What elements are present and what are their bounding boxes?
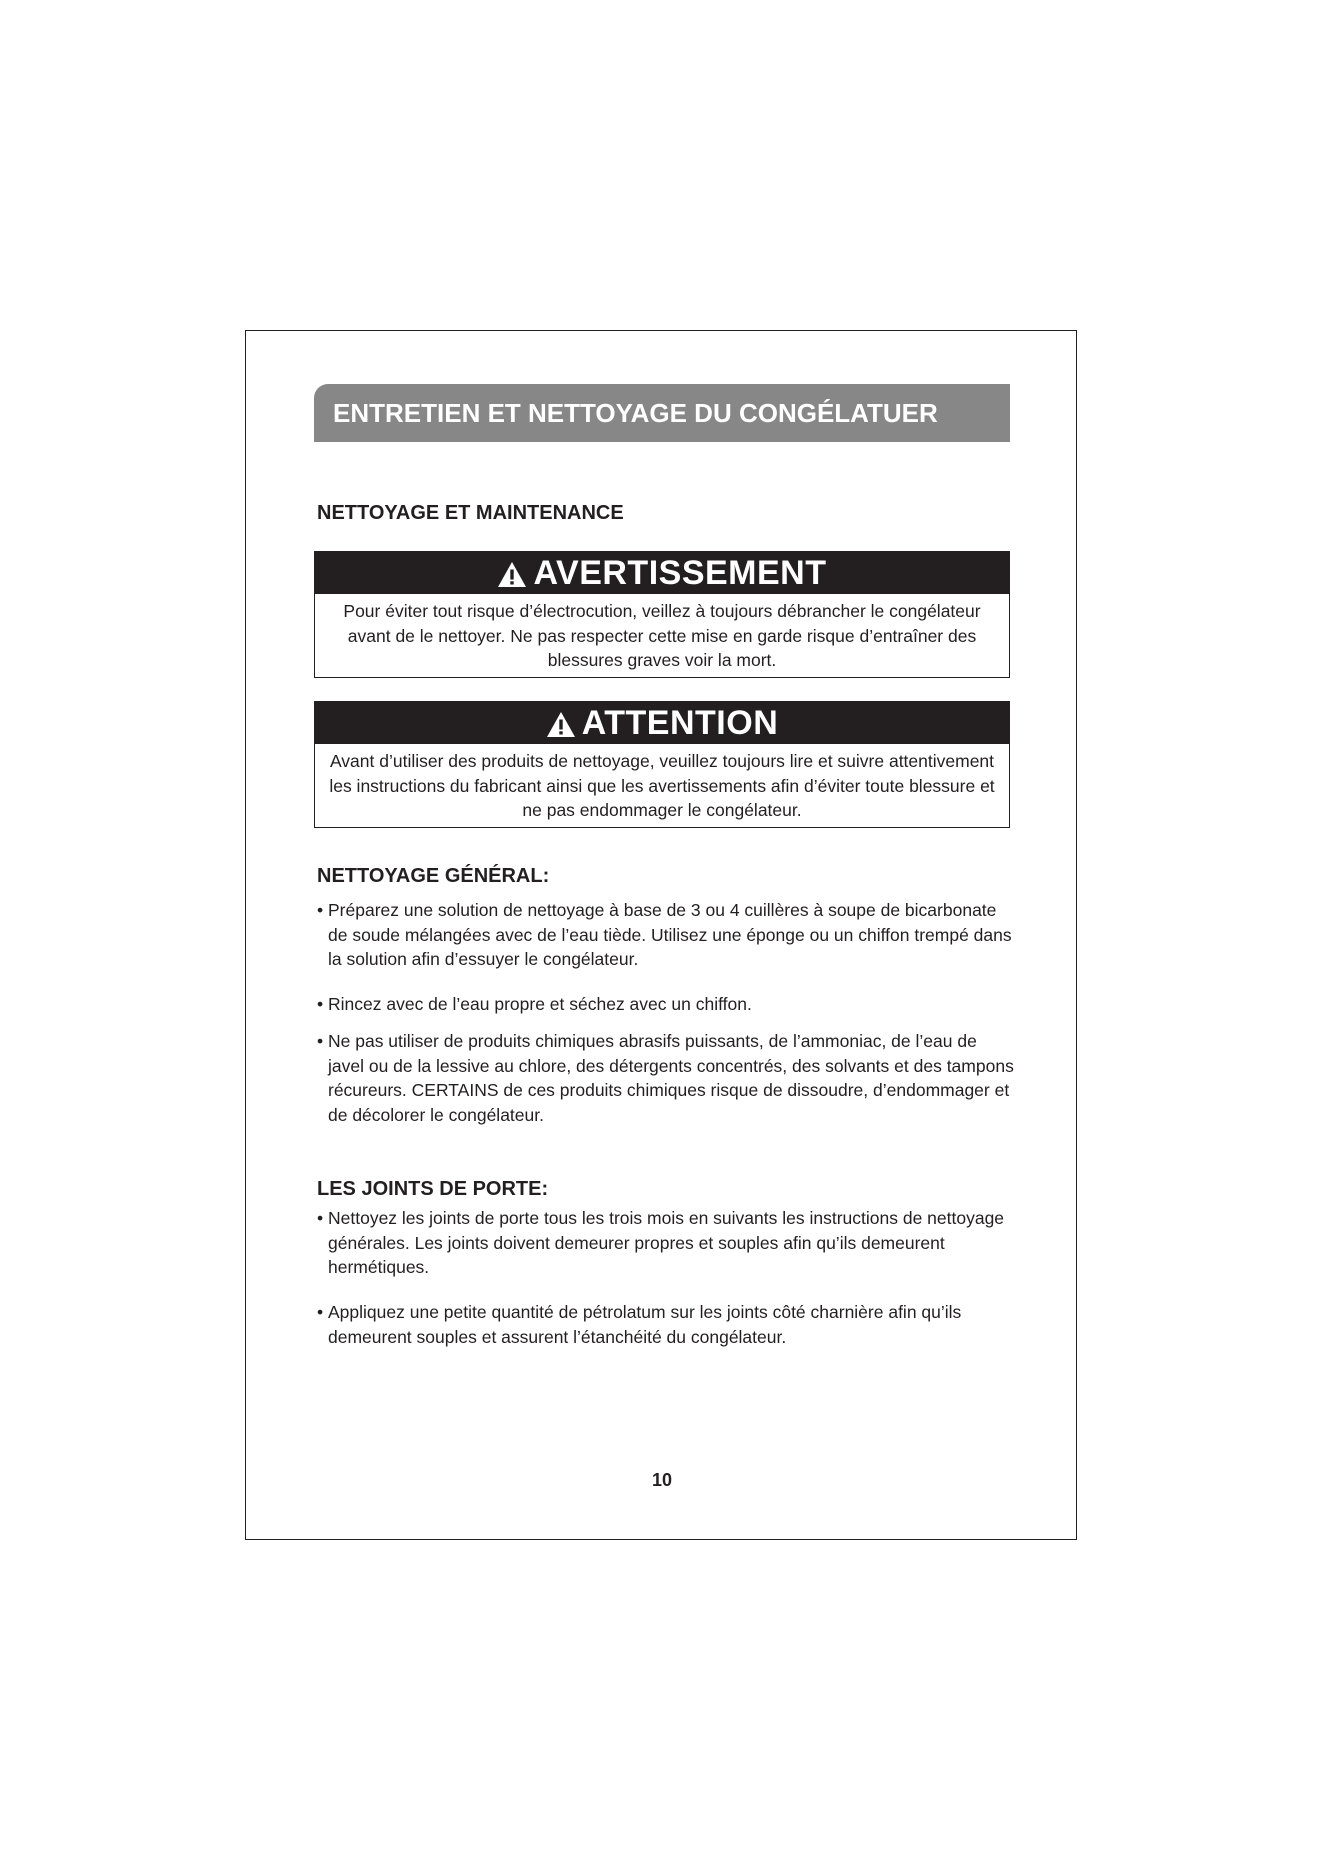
warning-header xyxy=(315,552,1009,594)
list-item xyxy=(317,898,1017,972)
warning-triangle-icon xyxy=(497,561,527,588)
attention-header xyxy=(315,702,1009,744)
list-item-text: Appliquez une petite quantité de pétrolatum sur les joints côté charnière afin qu’ils demeurent souples et assurent l’étanchéité du congélateur. xyxy=(328,1302,962,1347)
list-item-text: Ne pas utiliser de produits chimiques abrasifs puissants, de l’ammoniac, de l’eau de javel ou de la lessive au chlore, des détergents concentrés, des solvants et des tampons récureurs. CERTAINS de ces produits chimiques risque de dissoudre, d’endommager et de décolorer le congélateur. xyxy=(328,1031,1014,1125)
general-cleaning-list xyxy=(317,898,1017,972)
general-cleaning-heading: NETTOYAGE GÉNÉRAL: xyxy=(317,865,550,887)
door-seals-heading: LES JOINTS DE PORTE: xyxy=(317,1178,549,1200)
cleaning-maintenance-heading: NETTOYAGE ET MAINTENANCE xyxy=(317,502,624,524)
list-item-text: Préparez une solution de nettoyage à base de 3 ou 4 cuillères à soupe de bicarbonate de soude mélangées avec de l’eau tiède. Utilisez une éponge ou un chiffon trempé dans la solution afin d’essuyer le congélateur. xyxy=(328,900,1012,969)
list-item xyxy=(317,1300,1017,1349)
door-seals-list xyxy=(317,1300,1017,1349)
warning-box xyxy=(314,551,1010,678)
page-number: 10 xyxy=(651,1470,673,1490)
door-seals-list xyxy=(317,1206,1017,1280)
list-item xyxy=(317,1206,1017,1280)
bullet-icon: • xyxy=(317,994,324,1014)
warning-title: AVERTISSEMENT xyxy=(533,553,827,592)
section-banner-title: ENTRETIEN ET NETTOYAGE DU CONGÉLATUER xyxy=(314,384,1010,442)
warning-triangle-icon xyxy=(546,711,576,738)
attention-box xyxy=(314,701,1010,828)
list-item-text: Nettoyez les joints de porte tous les trois mois en suivants les instructions de nettoyage générales. Les joints doivent demeurer propres et souples afin qu’ils demeurent hermétiques. xyxy=(328,1208,1005,1277)
bullet-icon: • xyxy=(317,1031,324,1051)
general-cleaning-list xyxy=(317,992,1017,1017)
list-item xyxy=(317,1029,1017,1127)
general-cleaning-list xyxy=(317,1029,1017,1127)
attention-text: Avant d’utiliser des produits de nettoyage, veuillez toujours lire et suivre attentivement les instructions du fabricant ainsi que les avertissements afin d’éviter toute blessure et ne pas endommager le congélateur. xyxy=(329,751,995,820)
bullet-icon: • xyxy=(317,900,324,920)
list-item-text: Rincez avec de l’eau propre et séchez avec un chiffon. xyxy=(328,994,752,1014)
warning-text: Pour éviter tout risque d’électrocution, veillez à toujours débrancher le congélateur avant de le nettoyer. Ne pas respecter cette mise en garde risque d’entraîner des blessures graves voir la mort. xyxy=(343,601,981,670)
attention-title: ATTENTION xyxy=(581,703,779,742)
list-item xyxy=(317,992,1017,1017)
bullet-icon: • xyxy=(317,1302,324,1322)
bullet-icon: • xyxy=(317,1208,324,1228)
